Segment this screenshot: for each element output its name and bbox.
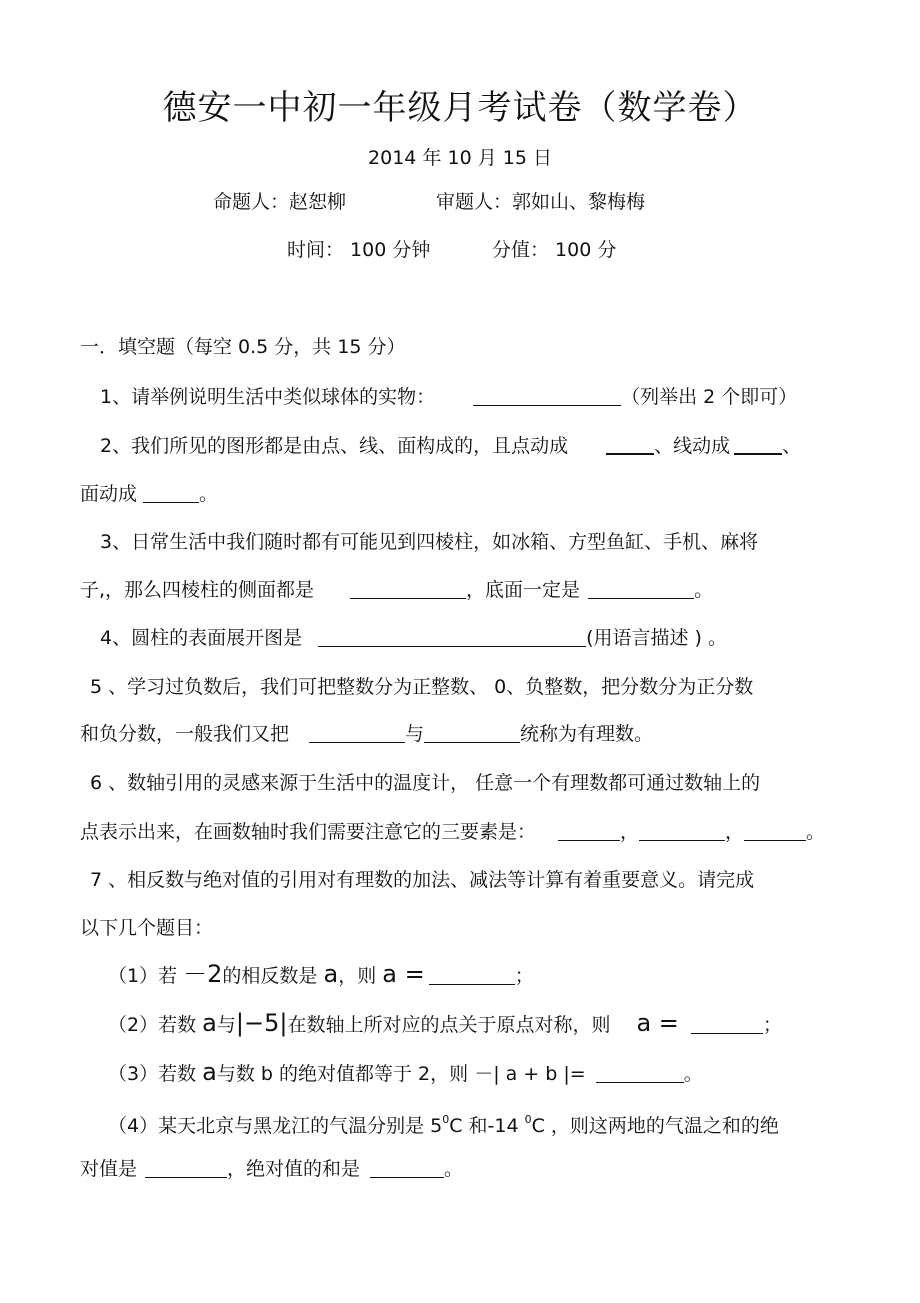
q1-suffix: （列举出 2 个即可） [621, 386, 798, 408]
question-7: 7 、相反数与绝对值的引用对有理数的加法、减法等计算有着重要意义。请完成 [90, 869, 755, 891]
page-title: 德安一中初一年级月考试卷（数学卷） [162, 88, 758, 128]
section-heading: 一．填空题（每空 0.5 分，共 15 分） [80, 336, 406, 358]
question-4 [100, 626, 727, 650]
q7-3-end: 。 [683, 1063, 703, 1085]
question-7-3 [108, 1060, 703, 1086]
q7-4-mid: ，绝对值的和是 [227, 1158, 361, 1180]
q7-1-eq: a = [382, 960, 425, 988]
exam-score: 分值： 100 分 [492, 239, 617, 261]
q1-text: 1、请举例说明生活中类似球体的实物： [100, 386, 436, 408]
q7-2-c: 在数轴上所对应的点关于原点对称，则 [287, 1014, 611, 1036]
q7-1-end: ； [514, 965, 534, 987]
question-7-4 [108, 1108, 779, 1138]
q7-2-end: ； [762, 1014, 782, 1036]
q7-4-deg-1: 0 [442, 1113, 450, 1126]
q3-blank-base[interactable] [588, 580, 694, 599]
q2-mid: 、线动成 [654, 435, 731, 457]
q6-comma-2: ， [725, 821, 745, 843]
q6-blank-1[interactable] [558, 822, 620, 841]
q7-4-c: C ，则这两地的气温之和的绝 [531, 1115, 779, 1137]
exam-time: 时间： 100 分钟 [287, 239, 431, 261]
question-1 [100, 385, 797, 409]
q3-mid: ，底面一定是 [466, 579, 581, 601]
q7-2-var: a [202, 1009, 217, 1037]
question-2-line2 [80, 482, 218, 506]
q2-text: 2、我们所见的图形都是由点、线、面构成的，且点动成 [100, 435, 569, 457]
question-7-1 [108, 962, 534, 988]
q7-4-a: （4）某天北京与黑龙江的气温分别是 5 [108, 1115, 443, 1137]
q3-blank-side[interactable] [350, 580, 466, 599]
q7-1-var: a [323, 960, 339, 988]
q4-blank[interactable] [318, 628, 586, 647]
q2-end: 、 [782, 435, 802, 457]
q7-2-b: 与 [216, 1014, 236, 1036]
q7-3-var: a [202, 1058, 217, 1086]
question-7-line2: 以下几个题目： [80, 917, 214, 939]
q7-4-line2: 对值是 [80, 1158, 138, 1180]
q7-3-var2: b [260, 1063, 273, 1085]
q7-2-blank[interactable] [691, 1015, 763, 1034]
q3-line2: 子,，那么四棱柱的侧面都是 [80, 579, 315, 601]
q7-2-eq: a = [636, 1009, 679, 1037]
q2-blank-point[interactable] [606, 435, 654, 455]
q4-suffix: (用语言描述 ) 。 [586, 627, 727, 649]
q6-period: 。 [806, 821, 826, 843]
q7-4-period: 。 [444, 1158, 464, 1180]
q2-blank-line[interactable] [734, 435, 782, 455]
q6-blank-2[interactable] [639, 822, 725, 841]
q1-blank[interactable] [473, 387, 621, 406]
q7-1-a: （1）若 [108, 965, 184, 987]
q7-2-abs: |−5| [235, 1009, 288, 1037]
q7-3-blank[interactable] [596, 1064, 684, 1083]
question-6: 6 、数轴引用的灵感来源于生活中的温度计， 任意一个有理数都可通过数轴上的 [90, 772, 761, 794]
q5-blank-2[interactable] [424, 724, 520, 743]
q7-3-a: （3）若数 [108, 1063, 203, 1085]
q7-4-blank-1[interactable] [145, 1159, 227, 1178]
q3-period: 。 [694, 579, 714, 601]
q6-comma-1: ， [620, 821, 640, 843]
q5-line2: 和负分数，一般我们又把 [80, 723, 290, 745]
q7-1-b: 的相反数是 [222, 965, 324, 987]
question-7-2 [108, 1011, 782, 1037]
q2-line2: 面动成 [80, 483, 138, 505]
q4-text: 4、圆柱的表面展开图是 [100, 627, 303, 649]
q7-2-a: （2）若数 [108, 1014, 203, 1036]
question-3: 3、日常生活中我们随时都有可能见到四棱柱，如冰箱、方型鱼缸、手机、麻将 [100, 531, 759, 553]
question-6-line2 [80, 820, 825, 844]
question-3-line2 [80, 578, 713, 602]
q7-3-expr: －| a + b |= [474, 1063, 586, 1085]
reviewer: 审题人：郭如山、黎梅梅 [436, 191, 646, 213]
q7-4-blank-2[interactable] [370, 1159, 444, 1178]
q5-end: 统称为有理数。 [520, 723, 654, 745]
q7-3-b: 与数 [216, 1063, 261, 1085]
exam-date: 2014 年 10 月 15 日 [368, 147, 552, 169]
question-2 [100, 434, 801, 458]
question-5: 5 、学习过负数后，我们可把整数分为正整数、 0、负整数，把分数分为正分数 [90, 676, 754, 698]
q5-blank-1[interactable] [309, 724, 405, 743]
q7-4-deg-2: 0 [524, 1113, 532, 1126]
q5-mid: 与 [405, 723, 425, 745]
q6-line2: 点表示出来，在画数轴时我们需要注意它的三要素是： [80, 821, 537, 843]
q7-1-blank[interactable] [429, 966, 515, 985]
setter: 命题人：赵恕柳 [213, 191, 347, 213]
q7-4-b: C 和-14 [449, 1115, 525, 1137]
question-7-4-line2 [80, 1157, 463, 1181]
question-5-line2 [80, 722, 653, 746]
q7-1-neg2: －2 [183, 960, 223, 988]
q7-3-c: 的绝对值都等于 2，则 [272, 1063, 475, 1085]
q2-blank-face[interactable] [143, 484, 199, 503]
q2-period: 。 [199, 483, 219, 505]
q7-1-c: ，则 [338, 965, 383, 987]
q6-blank-3[interactable] [744, 822, 806, 841]
